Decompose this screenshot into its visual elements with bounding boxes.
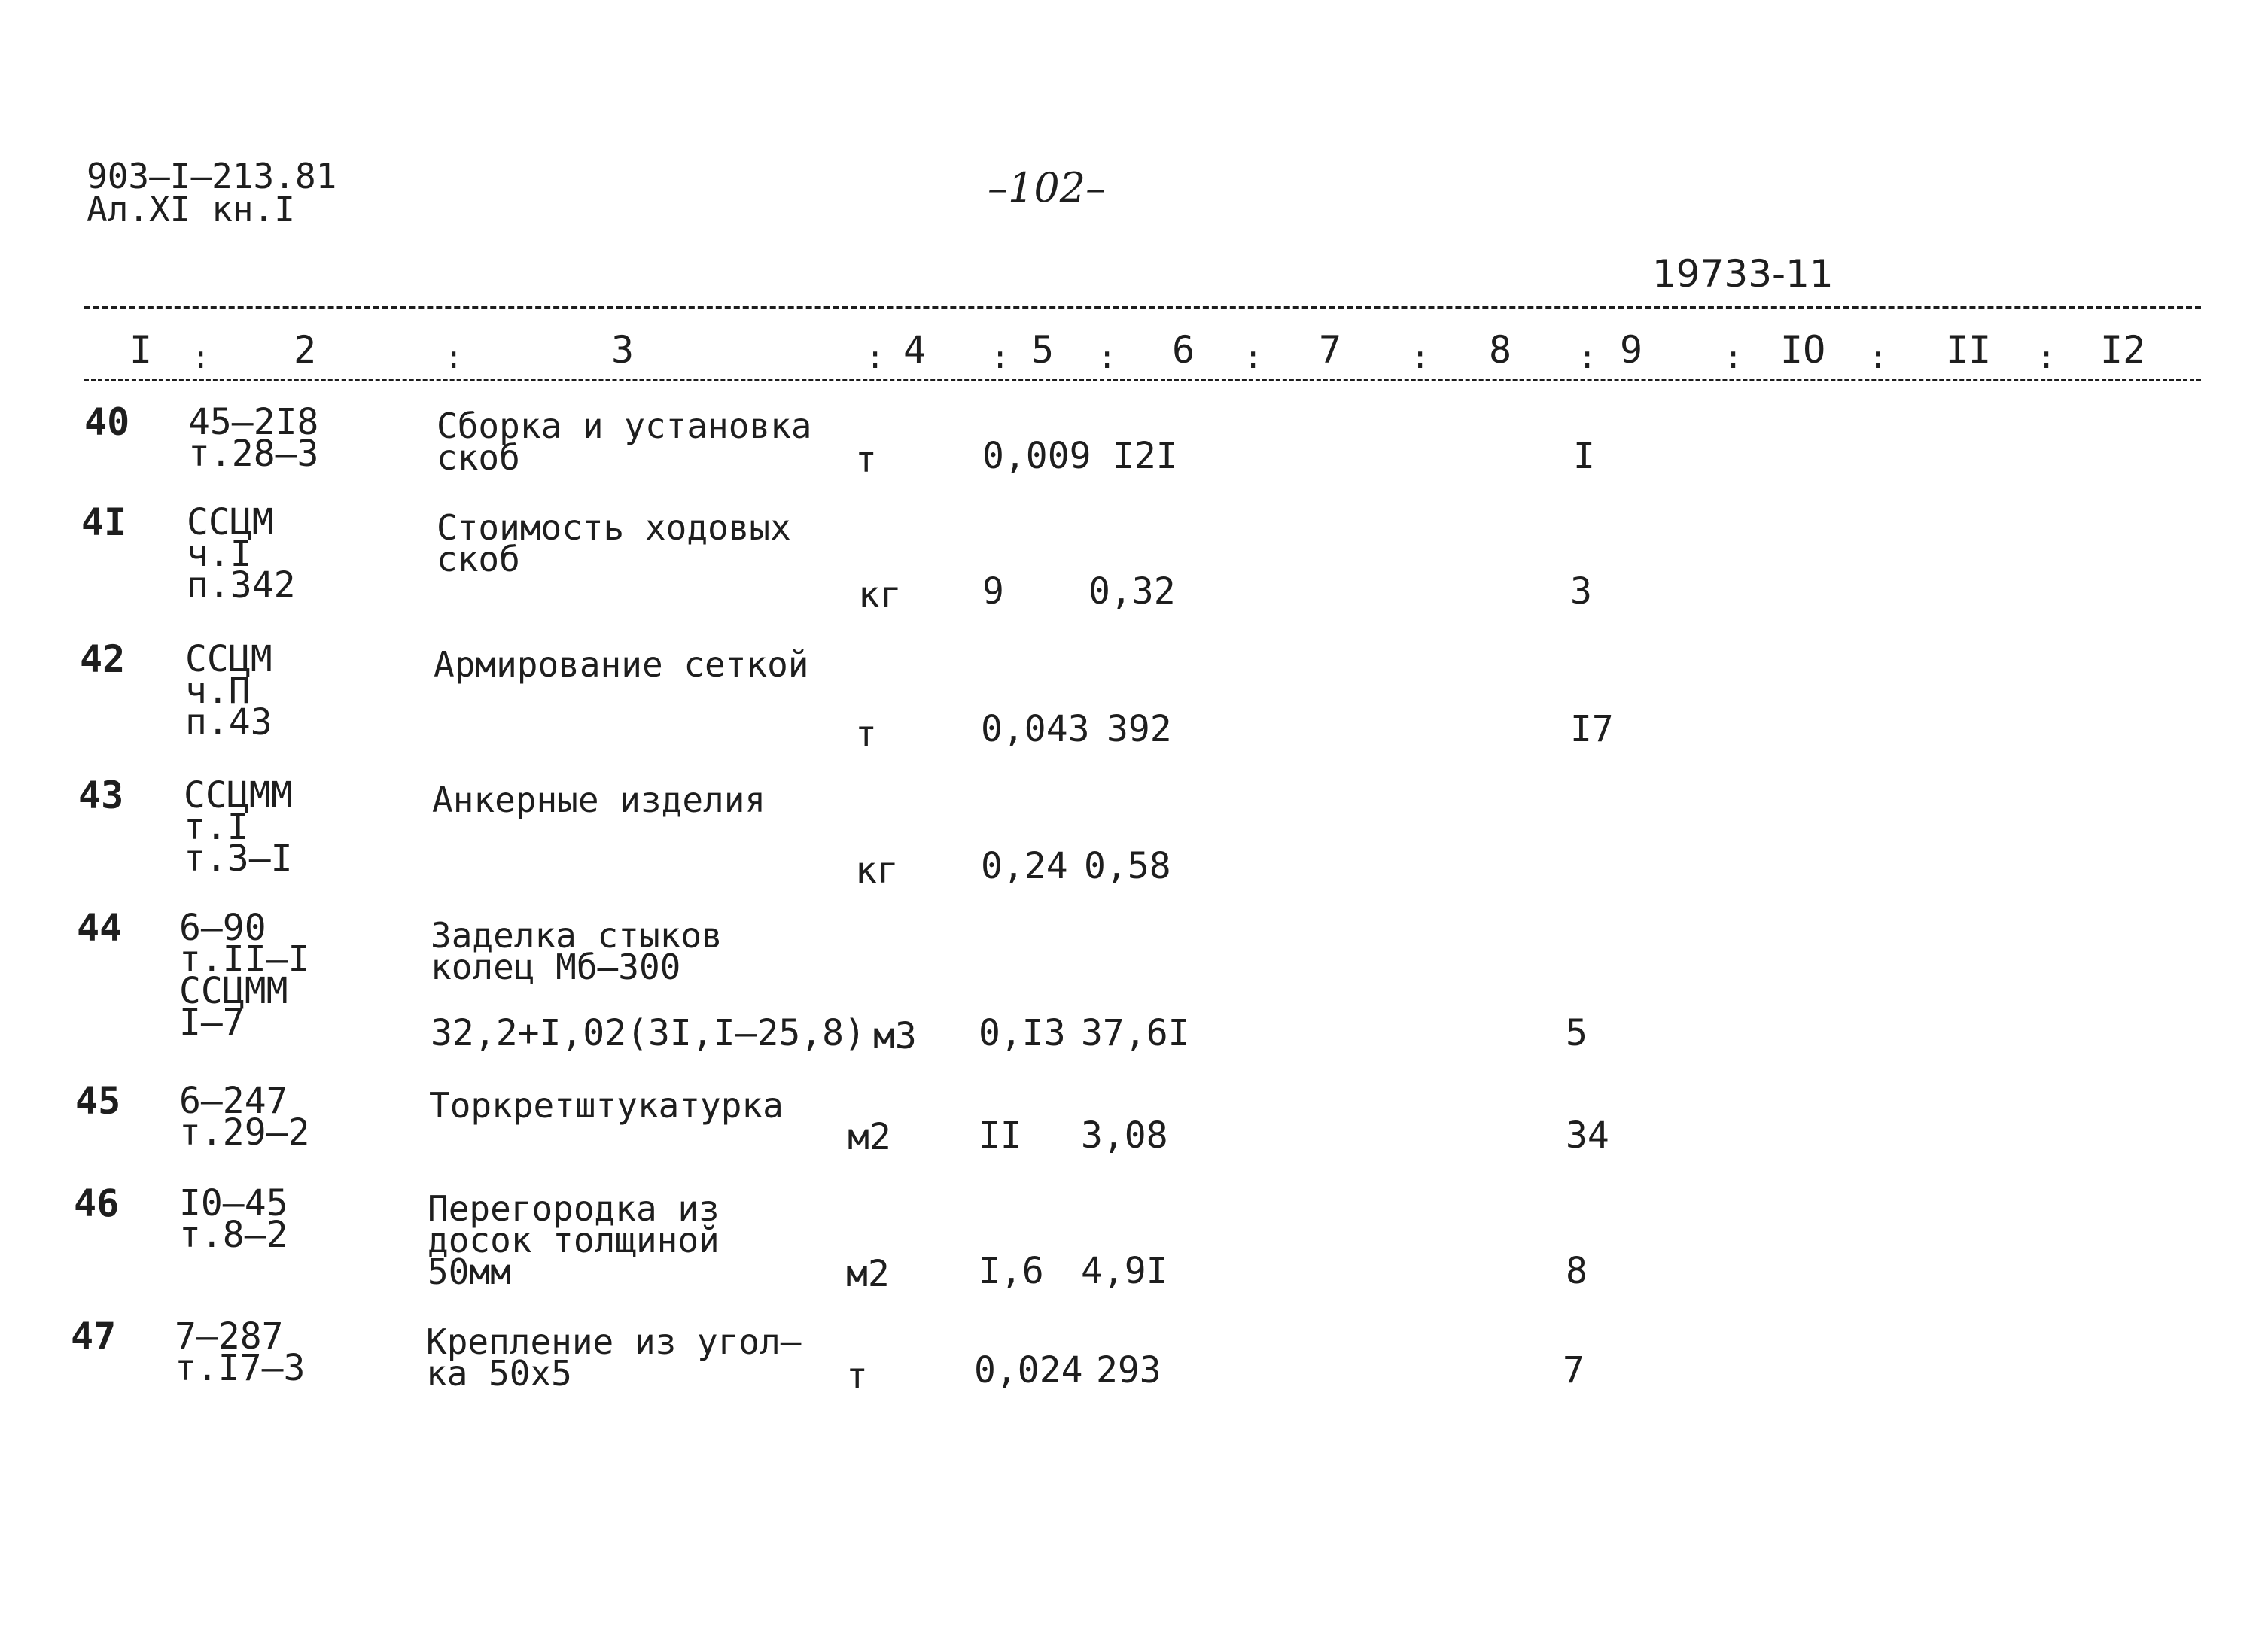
- unit: м2: [846, 1253, 890, 1295]
- page-number: –102–: [988, 164, 1107, 211]
- column-header: IO: [1780, 328, 1826, 372]
- column-separator: :: [191, 339, 211, 376]
- document-code: [87, 156, 337, 230]
- work-description: Армирование сеткой: [434, 644, 809, 685]
- reference-code: 45–2I8 т.28–3: [188, 401, 319, 475]
- column-separator: :: [444, 339, 464, 376]
- archive-number: 19733-11: [1652, 252, 1834, 296]
- document-code-line1: 903–I–213.81: [87, 156, 337, 196]
- column-separator: :: [1724, 339, 1743, 376]
- column-header: 9: [1620, 328, 1643, 372]
- row-number: 4I: [81, 500, 127, 544]
- reference-code: 6–247 т.29–2: [179, 1080, 310, 1154]
- quantity: I,6: [979, 1250, 1044, 1292]
- quantity: 0,I3: [979, 1012, 1066, 1054]
- reference-code: ССЦМ ч.П п.43: [185, 638, 272, 743]
- unit: т: [855, 713, 877, 756]
- row-number: 47: [71, 1315, 117, 1358]
- unit-price: 4,9I: [1081, 1250, 1168, 1292]
- table-top-rule: [84, 306, 2201, 309]
- unit: м2: [848, 1116, 891, 1158]
- quantity: 0,24: [981, 845, 1068, 887]
- row-number: 46: [74, 1181, 120, 1225]
- row-number: 42: [80, 637, 126, 681]
- row-number: 44: [77, 906, 123, 950]
- column-header: 2: [294, 328, 317, 372]
- reference-code: 6–90 т.II–I ССЦММ I–7: [179, 907, 310, 1044]
- column-separator: :: [991, 339, 1010, 376]
- quantity: 0,043: [981, 708, 1090, 750]
- work-description: Крепление из угол– ка 50х5: [426, 1321, 802, 1394]
- column-9-value: I7: [1570, 708, 1614, 750]
- quantity: II: [979, 1114, 1022, 1157]
- column-header: 4: [903, 328, 927, 372]
- unit-price: 392: [1107, 708, 1172, 750]
- column-separator: :: [2037, 339, 2056, 376]
- column-header: 5: [1031, 328, 1055, 372]
- row-number: 40: [84, 400, 130, 444]
- unit: м3: [873, 1015, 917, 1057]
- column-separator: :: [1411, 339, 1430, 376]
- unit-price: 0,32: [1088, 570, 1176, 613]
- column-header: II: [1946, 328, 1992, 372]
- reference-code: 7–287 т.I7–3: [175, 1315, 306, 1389]
- column-separator: :: [1578, 339, 1597, 376]
- reference-code: ССЦМ ч.I п.342: [187, 501, 296, 607]
- row-number: 43: [78, 774, 124, 817]
- column-9-value: 7: [1563, 1349, 1585, 1391]
- column-9-value: 34: [1566, 1114, 1609, 1157]
- volume-formula: 32,2+I,02(3I,I–25,8): [431, 1012, 866, 1054]
- document-code-line2: Ал.XI кн.I: [87, 189, 295, 230]
- unit-price: 0,58: [1084, 845, 1171, 887]
- unit: т: [846, 1355, 868, 1397]
- work-description: Стоимость ходовых скоб: [437, 507, 791, 579]
- work-description: Сборка и установка скоб: [437, 406, 812, 478]
- column-separator: :: [1868, 339, 1888, 376]
- column-header: 8: [1489, 328, 1512, 372]
- quantity: 9: [982, 570, 1004, 613]
- work-description: Перегородка из досок толщиной 50мм: [428, 1188, 720, 1292]
- column-separator: :: [1244, 339, 1263, 376]
- column-header: I: [129, 328, 153, 372]
- column-9-value: 3: [1570, 570, 1592, 613]
- unit: кг: [855, 850, 899, 892]
- unit-price: 293: [1096, 1349, 1161, 1391]
- column-9-value: 8: [1566, 1250, 1588, 1292]
- column-header: I2: [2100, 328, 2146, 372]
- column-header: 6: [1172, 328, 1195, 372]
- quantity: 0,009: [982, 435, 1091, 477]
- column-header: 3: [611, 328, 635, 372]
- unit-price: 3,08: [1081, 1114, 1168, 1157]
- column-separator: :: [866, 339, 885, 376]
- unit: т: [855, 439, 877, 481]
- unit-price: I2I: [1113, 435, 1178, 477]
- unit-price: 37,6I: [1081, 1012, 1190, 1054]
- work-description: Анкерные изделия: [432, 780, 766, 820]
- reference-code: ССЦММ т.I т.3–I: [184, 774, 293, 880]
- work-description: Торкретштукатурка: [429, 1085, 784, 1126]
- table-header-rule: [84, 379, 2201, 381]
- column-separator: :: [1097, 339, 1117, 376]
- column-9-value: 5: [1566, 1012, 1588, 1054]
- work-description: Заделка стыков колец Мб–300: [431, 915, 723, 987]
- row-number: 45: [75, 1079, 121, 1123]
- column-9-value: I: [1573, 435, 1595, 477]
- reference-code: I0–45 т.8–2: [179, 1182, 288, 1256]
- quantity: 0,024: [974, 1349, 1083, 1391]
- unit: кг: [858, 574, 902, 616]
- column-header: 7: [1319, 328, 1342, 372]
